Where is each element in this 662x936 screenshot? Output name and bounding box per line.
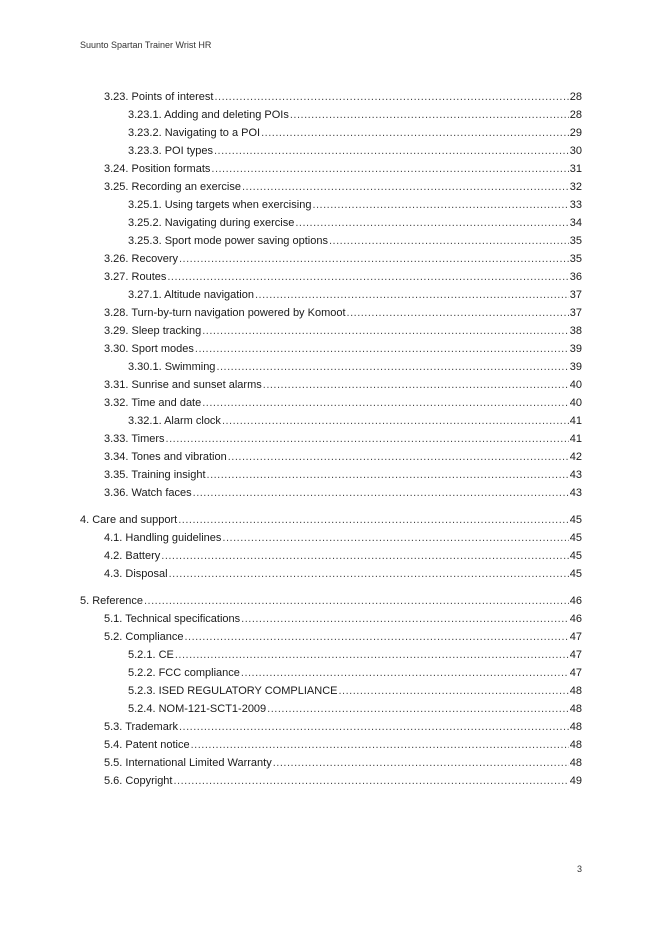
toc-leader-dots (216, 358, 568, 376)
toc-entry-title: 5.2.2. FCC compliance (128, 667, 240, 679)
toc-entry-title: 3.23. Points of interest (104, 91, 214, 103)
toc-leader-dots (167, 268, 568, 286)
toc-entry-page: 47 (569, 631, 582, 643)
toc-leader-dots (222, 412, 569, 430)
toc-entry[interactable] (80, 736, 582, 754)
toc-entry-title: 3.36. Watch faces (104, 487, 192, 499)
toc-entry-page: 40 (569, 379, 582, 391)
toc-entry-page: 41 (569, 433, 582, 445)
toc-entry-page: 29 (569, 127, 582, 139)
toc-leader-dots (185, 628, 569, 646)
toc-entry[interactable] (80, 106, 582, 124)
toc-leader-dots (214, 142, 569, 160)
toc-entry-title: 3.25.2. Navigating during exercise (128, 217, 295, 229)
toc-entry[interactable] (80, 394, 582, 412)
toc-entry-title: 3.23.2. Navigating to a POI (128, 127, 261, 139)
toc-entry[interactable] (80, 664, 582, 682)
toc-entry-title: 5.2.4. NOM-121-SCT1-2009 (128, 703, 267, 715)
toc-leader-dots (347, 304, 569, 322)
page-header: Suunto Spartan Trainer Wrist HR (80, 40, 212, 50)
toc-entry-title: 3.29. Sleep tracking (104, 325, 202, 337)
toc-entry-title: 3.27. Routes (104, 271, 167, 283)
toc-entry-page: 49 (569, 775, 582, 787)
toc-entry-page: 36 (569, 271, 582, 283)
toc-entry[interactable] (80, 196, 582, 214)
toc-entry-title: 5.3. Trademark (104, 721, 178, 733)
toc-leader-dots (338, 682, 568, 700)
toc-entry[interactable] (80, 772, 582, 790)
toc-leader-dots (144, 592, 569, 610)
toc-leader-dots (273, 754, 569, 772)
table-of-contents (80, 88, 582, 790)
toc-entry-page: 35 (569, 235, 582, 247)
toc-entry[interactable] (80, 511, 582, 529)
toc-entry-page: 30 (569, 145, 582, 157)
toc-entry[interactable] (80, 484, 582, 502)
toc-entry-page: 28 (569, 109, 582, 121)
toc-entry-page: 38 (569, 325, 582, 337)
toc-entry[interactable] (80, 529, 582, 547)
toc-entry-page: 41 (569, 415, 582, 427)
toc-leader-dots (175, 646, 569, 664)
toc-entry[interactable] (80, 682, 582, 700)
toc-entry[interactable] (80, 340, 582, 358)
toc-leader-dots (166, 430, 569, 448)
toc-entry-page: 48 (569, 685, 582, 697)
toc-leader-dots (161, 547, 568, 565)
toc-entry[interactable] (80, 610, 582, 628)
toc-entry-title: 3.32. Time and date (104, 397, 202, 409)
toc-entry-page: 31 (569, 163, 582, 175)
toc-entry-title: 3.26. Recovery (104, 253, 178, 265)
toc-entry[interactable] (80, 412, 582, 430)
toc-leader-dots (295, 214, 568, 232)
toc-entry-title: 4.1. Handling guidelines (104, 532, 222, 544)
toc-leader-dots (211, 160, 568, 178)
toc-entry-page: 43 (569, 487, 582, 499)
toc-leader-dots (290, 106, 569, 124)
toc-entry-page: 47 (569, 649, 582, 661)
toc-entry[interactable] (80, 430, 582, 448)
toc-entry[interactable] (80, 250, 582, 268)
toc-entry-title: 5.2. Compliance (104, 631, 184, 643)
toc-entry-title: 5.2.3. ISED REGULATORY COMPLIANCE (128, 685, 338, 697)
toc-entry-page: 42 (569, 451, 582, 463)
toc-leader-dots (312, 196, 568, 214)
toc-entry[interactable] (80, 466, 582, 484)
toc-leader-dots (191, 736, 569, 754)
toc-entry[interactable] (80, 592, 582, 610)
toc-entry[interactable] (80, 232, 582, 250)
toc-entry-title: 5.2.1. CE (128, 649, 174, 661)
toc-entry-title: 4.3. Disposal (104, 568, 168, 580)
toc-entry-page: 39 (569, 343, 582, 355)
toc-entry[interactable] (80, 358, 582, 376)
toc-leader-dots (263, 376, 569, 394)
toc-entry-page: 37 (569, 289, 582, 301)
toc-entry-page: 33 (569, 199, 582, 211)
toc-entry[interactable] (80, 268, 582, 286)
toc-leader-dots (228, 448, 569, 466)
toc-entry-page: 48 (569, 739, 582, 751)
toc-entry-page: 45 (569, 514, 582, 526)
toc-entry-page: 46 (569, 595, 582, 607)
toc-entry[interactable] (80, 286, 582, 304)
toc-entry-page: 37 (569, 307, 582, 319)
toc-entry[interactable] (80, 88, 582, 106)
toc-entry[interactable] (80, 646, 582, 664)
toc-entry-title: 3.34. Tones and vibration (104, 451, 227, 463)
toc-entry[interactable] (80, 547, 582, 565)
toc-entry-page: 39 (569, 361, 582, 373)
toc-leader-dots (193, 484, 569, 502)
toc-entry-title: 3.33. Timers (104, 433, 165, 445)
toc-entry[interactable] (80, 322, 582, 340)
toc-entry[interactable] (80, 628, 582, 646)
toc-leader-dots (267, 700, 569, 718)
toc-entry-title: 5.1. Technical specifications (104, 613, 241, 625)
toc-entry[interactable] (80, 754, 582, 772)
toc-entry[interactable] (80, 142, 582, 160)
toc-entry-page: 45 (569, 532, 582, 544)
toc-entry-page: 46 (569, 613, 582, 625)
toc-entry-title: 3.25.3. Sport mode power saving options (128, 235, 328, 247)
toc-entry-page: 43 (569, 469, 582, 481)
toc-entry-page: 47 (569, 667, 582, 679)
toc-entry-title: 3.27.1. Altitude navigation (128, 289, 254, 301)
toc-entry[interactable] (80, 700, 582, 718)
toc-leader-dots (202, 394, 569, 412)
toc-entry-title: 5.4. Patent notice (104, 739, 190, 751)
toc-leader-dots (255, 286, 569, 304)
toc-entry-page: 32 (569, 181, 582, 193)
toc-entry-page: 28 (569, 91, 582, 103)
toc-entry-page: 45 (569, 568, 582, 580)
toc-leader-dots (202, 322, 569, 340)
toc-entry-page: 48 (569, 703, 582, 715)
toc-entry[interactable] (80, 376, 582, 394)
toc-entry-title: 5.6. Copyright (104, 775, 173, 787)
toc-leader-dots (241, 664, 569, 682)
toc-leader-dots (179, 718, 569, 736)
toc-entry-title: 3.24. Position formats (104, 163, 211, 175)
page-number: 3 (576, 864, 582, 874)
toc-entry-title: 3.23.3. POI types (128, 145, 213, 157)
toc-leader-dots (179, 250, 569, 268)
toc-entry-title: 5. Reference (80, 595, 143, 607)
toc-entry-title: 3.25.1. Using targets when exercising (128, 199, 312, 211)
toc-entry[interactable] (80, 124, 582, 142)
toc-leader-dots (173, 772, 568, 790)
toc-leader-dots (242, 178, 569, 196)
toc-entry-title: 5.5. International Limited Warranty (104, 757, 272, 769)
toc-entry-title: 4. Care and support (80, 514, 178, 526)
toc-leader-dots (329, 232, 569, 250)
toc-leader-dots (207, 466, 569, 484)
toc-entry-title: 4.2. Battery (104, 550, 161, 562)
toc-entry[interactable] (80, 160, 582, 178)
toc-entry-page: 45 (569, 550, 582, 562)
toc-entry-page: 34 (569, 217, 582, 229)
toc-entry-title: 3.23.1. Adding and deleting POIs (128, 109, 289, 121)
toc-entry-title: 3.30.1. Swimming (128, 361, 216, 373)
toc-entry-page: 40 (569, 397, 582, 409)
toc-entry[interactable] (80, 565, 582, 583)
toc-entry-page: 35 (569, 253, 582, 265)
toc-entry[interactable] (80, 178, 582, 196)
toc-leader-dots (178, 511, 569, 529)
toc-entry-title: 3.31. Sunrise and sunset alarms (104, 379, 262, 391)
toc-leader-dots (214, 88, 568, 106)
toc-leader-dots (169, 565, 569, 583)
toc-entry-page: 48 (569, 757, 582, 769)
toc-entry-title: 3.30. Sport modes (104, 343, 194, 355)
toc-entry-page: 48 (569, 721, 582, 733)
toc-entry[interactable] (80, 304, 582, 322)
toc-leader-dots (195, 340, 569, 358)
toc-entry[interactable] (80, 448, 582, 466)
toc-leader-dots (241, 610, 569, 628)
toc-entry[interactable] (80, 214, 582, 232)
toc-entry-title: 3.32.1. Alarm clock (128, 415, 221, 427)
toc-leader-dots (222, 529, 568, 547)
toc-entry-title: 3.35. Training insight (104, 469, 206, 481)
toc-leader-dots (261, 124, 569, 142)
toc-entry-title: 3.28. Turn-by-turn navigation powered by Komoot (104, 307, 346, 319)
toc-entry[interactable] (80, 718, 582, 736)
toc-entry-title: 3.25. Recording an exercise (104, 181, 241, 193)
